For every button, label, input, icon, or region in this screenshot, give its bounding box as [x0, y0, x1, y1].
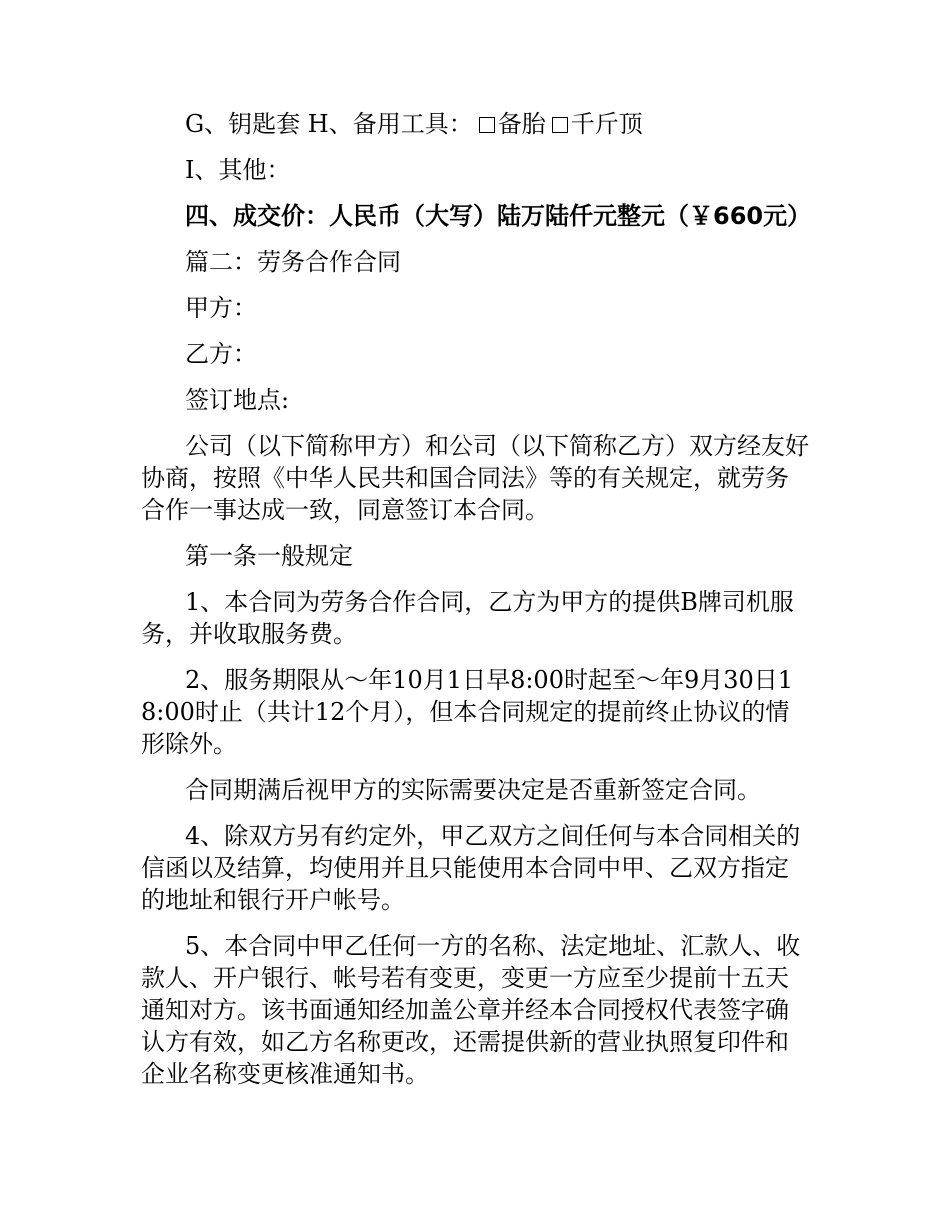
section-title: 篇二：劳务合作合同	[185, 248, 401, 276]
spare-tire-label: 备胎	[497, 110, 546, 138]
clause-5: 5、本合同中甲乙任何一方的名称、法定地址、汇款人、收款人、开户银行、帐号若有变更，变更一方应至少提前十五天通知对方。该书面通知经加盖公章并经本合同授权代表签字确认方有效，如乙方名称更改，还需提供新的营业执照复印件和企业名称变更核准通知书。	[141, 932, 801, 1088]
article-heading: 第一条一般规定	[185, 542, 353, 570]
paragraph-other: I、其他：	[185, 156, 291, 184]
signing-location: 签订地点:	[185, 386, 290, 414]
paragraph-price: 四、成交价：人民币（大写）陆万陆仟元整元（￥660元）	[185, 202, 812, 230]
paragraph-intro: 公司（以下简称甲方）和公司（以下简称乙方）双方经友好协商，按照《中华人民共和国合同法》等的有关规定，就劳务合作一事达成一致，同意签订本合同。	[141, 432, 809, 524]
accessories-text: G、钥匙套 H、备用工具：	[185, 110, 473, 138]
clause-2: 2、服务期限从～年10月1日早8:00时起至～年9月30日18:00时止（共计12个月），但本合同规定的提前终止协议的情形除外。	[141, 666, 794, 758]
jack-label: 千斤顶	[570, 110, 643, 138]
paragraph-accessories	[141, 108, 811, 140]
checkbox-icon	[479, 117, 495, 133]
checkbox-icon	[552, 117, 568, 133]
clause-renewal: 合同期满后视甲方的实际需要决定是否重新签定合同。	[185, 776, 761, 804]
clause-4: 4、除双方另有约定外，甲乙双方之间任何与本合同相关的信函以及结算，均使用并且只能使用本合同中甲、乙双方指定的地址和银行开户帐号。	[141, 822, 801, 914]
clause-1: 1、本合同为劳务合作合同，乙方为甲方的提供B牌司机服务，并收取服务费。	[141, 588, 794, 648]
document-body	[141, 108, 811, 1104]
party-b: 乙方：	[185, 340, 257, 368]
party-a: 甲方：	[185, 294, 257, 322]
